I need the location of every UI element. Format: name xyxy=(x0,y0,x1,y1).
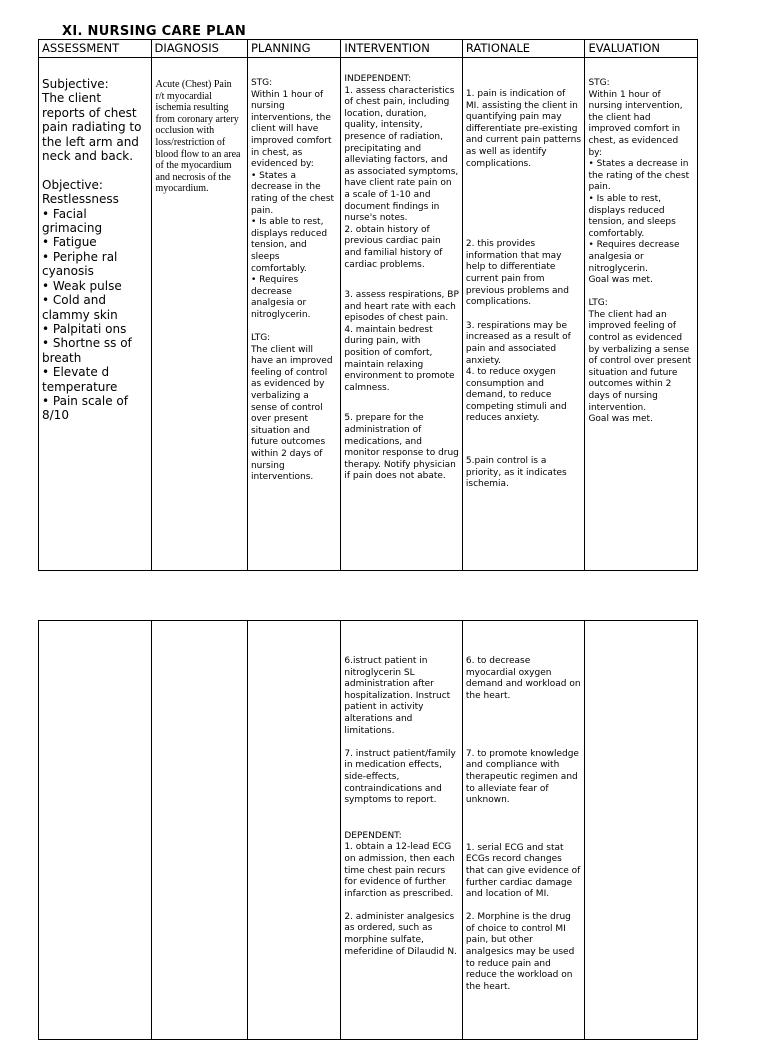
header-evaluation: EVALUATION xyxy=(585,40,698,58)
assessment-cell-empty xyxy=(39,621,152,1040)
intervention-text-5: DEPENDENT: 1. obtain a 12-lead ECG on admission, then each time chest pain recurs for evidence of further infarction as prescribed. 2. administer analgesics as ordered, such as morphine sulfate, meferidine of Dilaudid N. xyxy=(344,830,457,957)
rationale-text-6: 1. serial ECG and stat ECGs record changes that can give evidence of further cardiac damage and location of MI. 2. Morphine is the drug of choice to control MI pain, but other analgesics may be used to reduce pain and reduce the workload on the heart. xyxy=(465,842,581,992)
rationale-cell xyxy=(462,58,585,571)
assessment-cell xyxy=(39,58,152,571)
header-diagnosis: DIAGNOSIS xyxy=(151,40,247,58)
intervention-text-1: INDEPENDENT: 1. assess characteristics of chest pain, including location, duration, quality, intensity, presence of radiation, precipitating and alleviating factors, and as associated symptoms, have client rate pain on a scale of 1-10 and document findings in nurse's notes. 2. obtain history of previous cardiac pain and familial history of cardiac problems. xyxy=(344,74,459,270)
intervention-text-4: 6.istruct patient in nitroglycerin SL administration after hospitalization. Instruct patient in activity alterations and limitations. 7. instruct patient/family in medication effects, side-effects, contraindications and symptoms to report. xyxy=(344,656,456,806)
diagnosis-cell xyxy=(151,58,247,571)
diagnosis-cell-empty xyxy=(151,621,247,1040)
header-row xyxy=(39,40,698,58)
diagnosis-text: Acute (Chest) Pain r/t myocardial ischemia resulting from coronary artery occlusion with loss/restriction of blood flow to an area of the myocardium and necrosis of the myocardium. xyxy=(155,79,241,195)
rationale-text-5: 6. to decrease myocardial oxygen demand and workload on the heart. 7. to promote knowledge and compliance with therapeutic regimen and to alleviate fear of unknown. xyxy=(465,656,581,806)
care-plan-table-page-1 xyxy=(38,39,698,571)
evaluation-cell-empty xyxy=(585,621,698,1040)
planning-cell-empty xyxy=(247,621,340,1040)
header-planning: PLANNING xyxy=(247,40,340,58)
section-title: XI. NURSING CARE PLAN xyxy=(62,24,247,39)
intervention-text-3: 5. prepare for the administration of medications, and monitor response to drug therapy. Notify physician if pain does not abate. xyxy=(344,413,459,482)
rationale-text-2: 2. this provides information that may help to differentiate current pain from previous problems and complications. xyxy=(465,239,569,308)
planning-text: STG: Within 1 hour of nursing interventions, the client will have improved comfort in chest, as evidenced by: • States a decrease in the rating of the chest pain. • Is able to rest, displays reduced tension, and sleeps comfortably. • Requires decrease analgesia or nitroglycerin. LTG: The client will have an improved feeling of control as evidenced by verbalizing a sense of control over present situation and future outcomes within 2 days of nursing interventions. xyxy=(250,78,335,483)
planning-cell xyxy=(247,58,340,571)
header-rationale: RATIONALE xyxy=(462,40,585,58)
rationale-text-3: 3. respirations may be increased as a result of pain and associated anxiety. 4. to reduce oxygen consumption and demand, to reduce competing stimuli and reduces anxiety. xyxy=(465,320,571,424)
evaluation-cell xyxy=(585,58,698,571)
care-plan-table-page-2 xyxy=(38,620,698,1040)
intervention-cell xyxy=(341,58,463,571)
assessment-text: Subjective: The client reports of chest pain radiating to the left arm and neck and back. Objective: Restlessness • Facial grimacing • Fatigue • Periphe ral cyanosis • Weak pulse • Cold and clammy skin • Palpitati ons • Shortne ss of breath • Elevate d temperature • Pain scale of 8/10 xyxy=(42,77,142,423)
table-row xyxy=(39,58,698,571)
intervention-text-2: 3. assess respirations, BP and heart rate with each episodes of chest pain. 4. maintain bedrest during pain, with position of comfort, maintain relaxing environment to promote calmness. xyxy=(344,290,459,393)
rationale-cell xyxy=(462,621,585,1040)
rationale-text-4: 5.pain control is a priority, as it indicates ischemia. xyxy=(465,456,567,490)
intervention-cell xyxy=(341,621,463,1040)
header-assessment: ASSESSMENT xyxy=(39,40,152,58)
table-row xyxy=(39,621,698,1040)
header-intervention: INTERVENTION xyxy=(341,40,463,58)
evaluation-text: STG: Within 1 hour of nursing intervention, the client had improved comfort in chest, as evidenced by: • States a decrease in the rating of the chest pain. • Is able to rest, displays reduced tension, and sleeps comfortably. • Requires decrease analgesia or nitroglycerin. Goal was met. LTG: The client had an improved feeling of control as evidenced by verbalizing a sense of control over present situation and future outcomes within 2 days of nursing intervention. Goal was met. xyxy=(588,78,692,425)
rationale-text-1: 1. pain is indication of MI. assisting the client in quantifying pain may differentiate pre-existing and current pain patterns as well as identify complications. xyxy=(465,89,582,169)
